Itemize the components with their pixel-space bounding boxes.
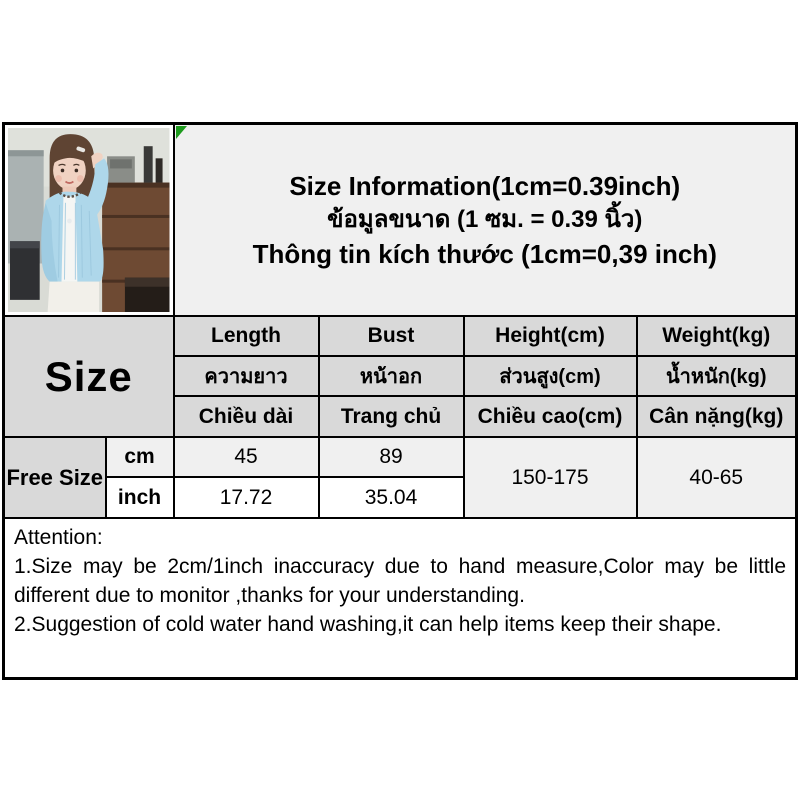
header-length-en: Length [174,316,319,356]
title-thai: ข้อมูลขนาด (1 ซม. = 0.39 นิ้ว) [327,206,643,233]
header-bust-vi: Trang chủ [319,396,464,437]
header-weight-th: น้ำหนัก(kg) [637,356,797,396]
header-length-th: ความยาว [174,356,319,396]
title-english: Size Information(1cm=0.39inch) [289,171,681,201]
value-weight-range: 40-65 [637,437,797,518]
product-photo [8,128,170,312]
value-height-range: 150-175 [464,437,637,518]
attention-section [4,518,797,678]
size-chart-table [2,122,798,680]
value-bust-inch: 35.04 [319,477,464,518]
header-height-vi: Chiều cao(cm) [464,396,637,437]
value-bust-cm: 89 [319,437,464,477]
model-figure [41,134,108,312]
row-label-free-size: Free Size [4,437,106,518]
header-length-vi: Chiều dài [174,396,319,437]
green-corner-marker-icon [176,126,187,139]
size-chart-sheet [2,122,798,680]
attention-note-1: 1.Size may be 2cm/1inch inaccuracy due to hand measure,Color may be little different due to monitor ,thanks for your understanding. [14,555,786,607]
unit-label-inch: inch [106,477,174,518]
attention-heading: Attention: [14,526,103,549]
title-vietnamese: Thông tin kích thước (1cm=0,39 inch) [252,239,717,269]
header-height-en: Height(cm) [464,316,637,356]
size-information-title-cell [174,124,797,317]
attention-note-2: 2.Suggestion of cold water hand washing,it can help items keep their shape. [14,613,722,636]
header-weight-en: Weight(kg) [637,316,797,356]
product-photo-cell [4,124,174,317]
unit-label-cm: cm [106,437,174,477]
value-length-cm: 45 [174,437,319,477]
header-bust-th: หน้าอก [319,356,464,396]
model-photo-illustration [8,128,170,312]
value-length-inch: 17.72 [174,477,319,518]
header-bust-en: Bust [319,316,464,356]
header-height-th: ส่วนสูง(cm) [464,356,637,396]
header-weight-vi: Cân nặng(kg) [637,396,797,437]
size-corner-label: Size [4,316,174,437]
